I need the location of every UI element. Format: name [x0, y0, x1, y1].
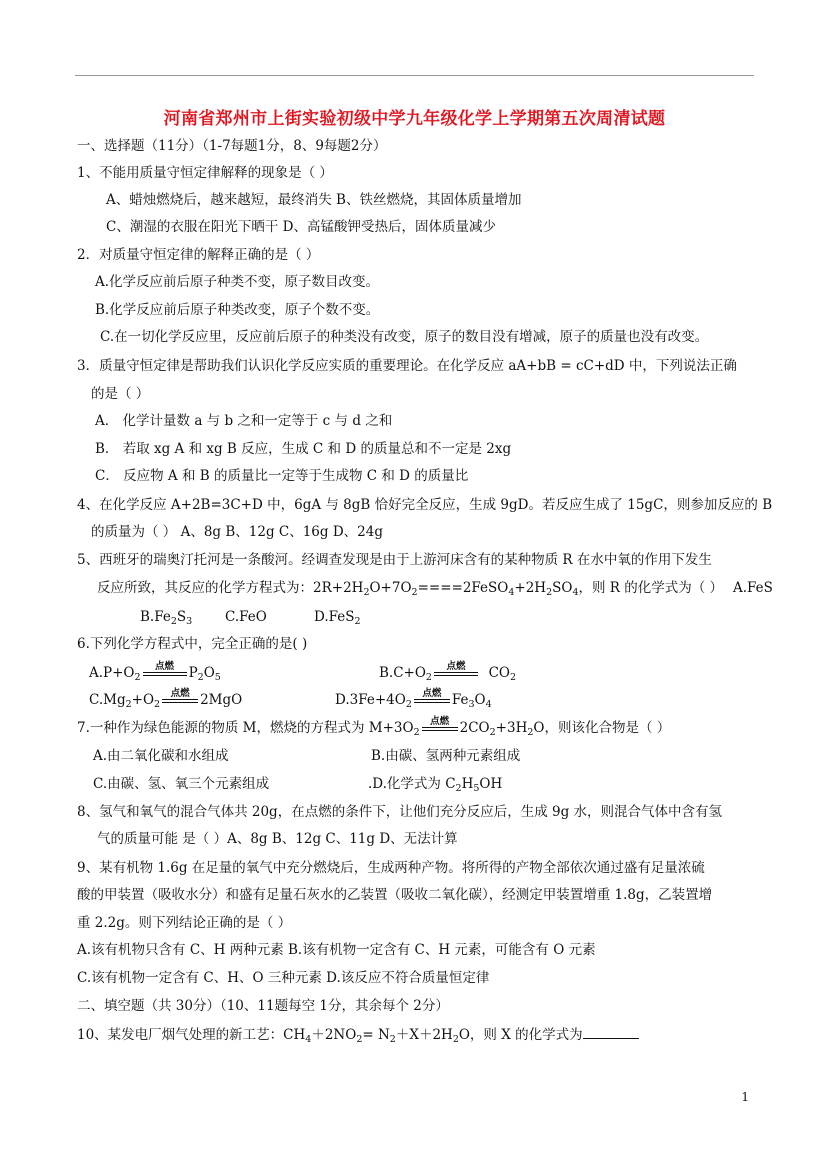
- question-9-options-ab: A.该有机物只含有 C、H 两种元素 B.该有机物一定含有 C、H 元素，可能含有 O 元素: [77, 942, 596, 958]
- question-3-option-b: B． 若取 xg A 和 xg B 反应，生成 C 和 D 的质量总和不一定是 2xg: [95, 441, 512, 457]
- question-8: 8、氢气和氧气的混合气体共 20g，在点燃的条件下，让他们充分反应后，生成 9g 水，则混合气体中含有氢: [77, 804, 723, 820]
- question-3: 3．质量守恒定律是帮助我们认识化学反应实质的重要理论。在化学反应 aA+bB = cC+dD 中，下列说法正确: [77, 358, 737, 374]
- question-5-option-c: C.FeO: [225, 609, 267, 625]
- page-title: 河南省郑州市上街实验初级中学九年级化学上学期第五次周清试题: [163, 109, 666, 129]
- section-1-heading: 一、选择题（11分）（1-7每题1分，8、9每题2分）: [77, 138, 387, 154]
- question-1: 1、不能用质量守恒定律解释的现象是（ ）: [77, 165, 333, 181]
- question-4: 4、在化学反应 A+2B=3C+D 中，6gA 与 8gB 恰好完全反应，生成 9gD。若反应生成了 15gC，则参加反应的 B: [77, 497, 773, 513]
- question-9-cont-1: 酸的甲装置（吸收水分）和盛有足量石灰水的乙装置（吸收二氧化碳），经测定甲装置增重 1.8g，乙装置增: [77, 887, 713, 903]
- question-10: 10、某发电厂烟气处理的新工艺：$CH_4+2NO_2= N_2+X+2H_2O$，则 X 的化学式为: [77, 1024, 639, 1045]
- question-5-option-b: $B.Fe_2S_3$: [140, 609, 193, 627]
- question-4-options: 的质量为（ ） A、8g B、12g C、16g D、24g: [91, 524, 383, 540]
- question-2-option-a: A.化学反应前后原子种类不变，原子数目改变。: [95, 274, 380, 290]
- question-6-option-b: $B.C+O_2$ 点燃 $CO_2$: [379, 661, 517, 683]
- question-6: 6.下列化学方程式中，完全正确的是( ): [77, 636, 308, 652]
- question-5-option-d: D.FeS$_2$: [314, 609, 361, 627]
- question-5-option-a: A.FeS: [733, 580, 773, 596]
- question-9-cont-2: 重 2.2g。则下列结论正确的是（ ）: [77, 915, 292, 931]
- question-7-option-b: B.由碳、氢两种元素组成: [371, 748, 521, 764]
- question-8-options: 气的质量可能 是（ ）A、8g B、12g C、11g D、无法计算: [97, 831, 458, 847]
- question-3-option-a: A． 化学计量数 a 与 b 之和一定等于 c 与 d 之和: [95, 413, 393, 429]
- question-7: 7.一种作为绿色能源的物质 M，燃烧的方程式为 $M+3O_2$ 点燃 $2CO_2+3H_2O$，则该化合物是（ ）: [77, 716, 671, 738]
- question-9-options-cd: C.该有机物一定含有 C、H、O 三种元素 D.该反应不符合质量恒定律: [77, 970, 490, 986]
- question-6-option-d: $D.3Fe+4O_2$ 点燃 $Fe_3O_4$: [335, 688, 492, 710]
- question-1-options-ab: A、蜡烛燃烧后，越来越短，最终消失 B、铁丝燃烧，其固体质量增加: [106, 192, 522, 208]
- question-2-option-b: B.化学反应前后原子种类改变，原子个数不变。: [95, 302, 380, 318]
- question-5: 5、西班牙的瑞奥汀托河是一条酸河。经调查发现是由于上游河床含有的某种物质 R 在水中氧的作用下发生: [77, 552, 712, 568]
- question-3-cont: 的是（ ）: [91, 386, 150, 402]
- question-1-options-cd: C、潮湿的衣服在阳光下晒干 D、高锰酸钾受热后，固体质量减少: [106, 219, 496, 235]
- question-2: 2．对质量守恒定律的解释正确的是（ ）: [77, 247, 320, 263]
- question-6-option-a: $A.P+O_2$ 点燃 $P_2O_5$: [89, 661, 221, 683]
- question-9: 9、某有机物 1.6g 在足量的氧气中充分燃烧后，生成两种产物。将所得的产物全部依次通过盛有足量浓硫: [77, 860, 705, 876]
- question-7-option-d: .D.化学式为 $C_2H_5OH$: [368, 776, 503, 794]
- section-2-heading: 二、填空题（共 30分）（10、11题每空 1分，其余每个 2分）: [77, 998, 449, 1014]
- question-6-option-c: $C.Mg_2+O_2$ 点燃 2MgO: [89, 688, 243, 710]
- question-7-option-a: A.由二氧化碳和水组成: [93, 748, 229, 764]
- question-7-option-c: C.由碳、氢、氧三个元素组成: [93, 776, 270, 792]
- header-rule: [75, 75, 754, 76]
- answer-blank[interactable]: [583, 1024, 639, 1039]
- question-3-option-c: C． 反应物 A 和 B 的质量比一定等于生成物 C 和 D 的质量比: [95, 468, 469, 484]
- question-5-equation: 反应所致，其反应的化学方程式为：$2R+2H_2O+7O_2====2FeSO_4+2H_2SO_4$，则 R 的化学式为（ ）: [97, 580, 724, 598]
- question-2-option-c: C.在一切化学反应里，反应前后原子的种类没有改变，原子的数目没有增减，原子的质量也没有改变。: [100, 329, 709, 345]
- page-number: 1: [741, 1090, 749, 1104]
